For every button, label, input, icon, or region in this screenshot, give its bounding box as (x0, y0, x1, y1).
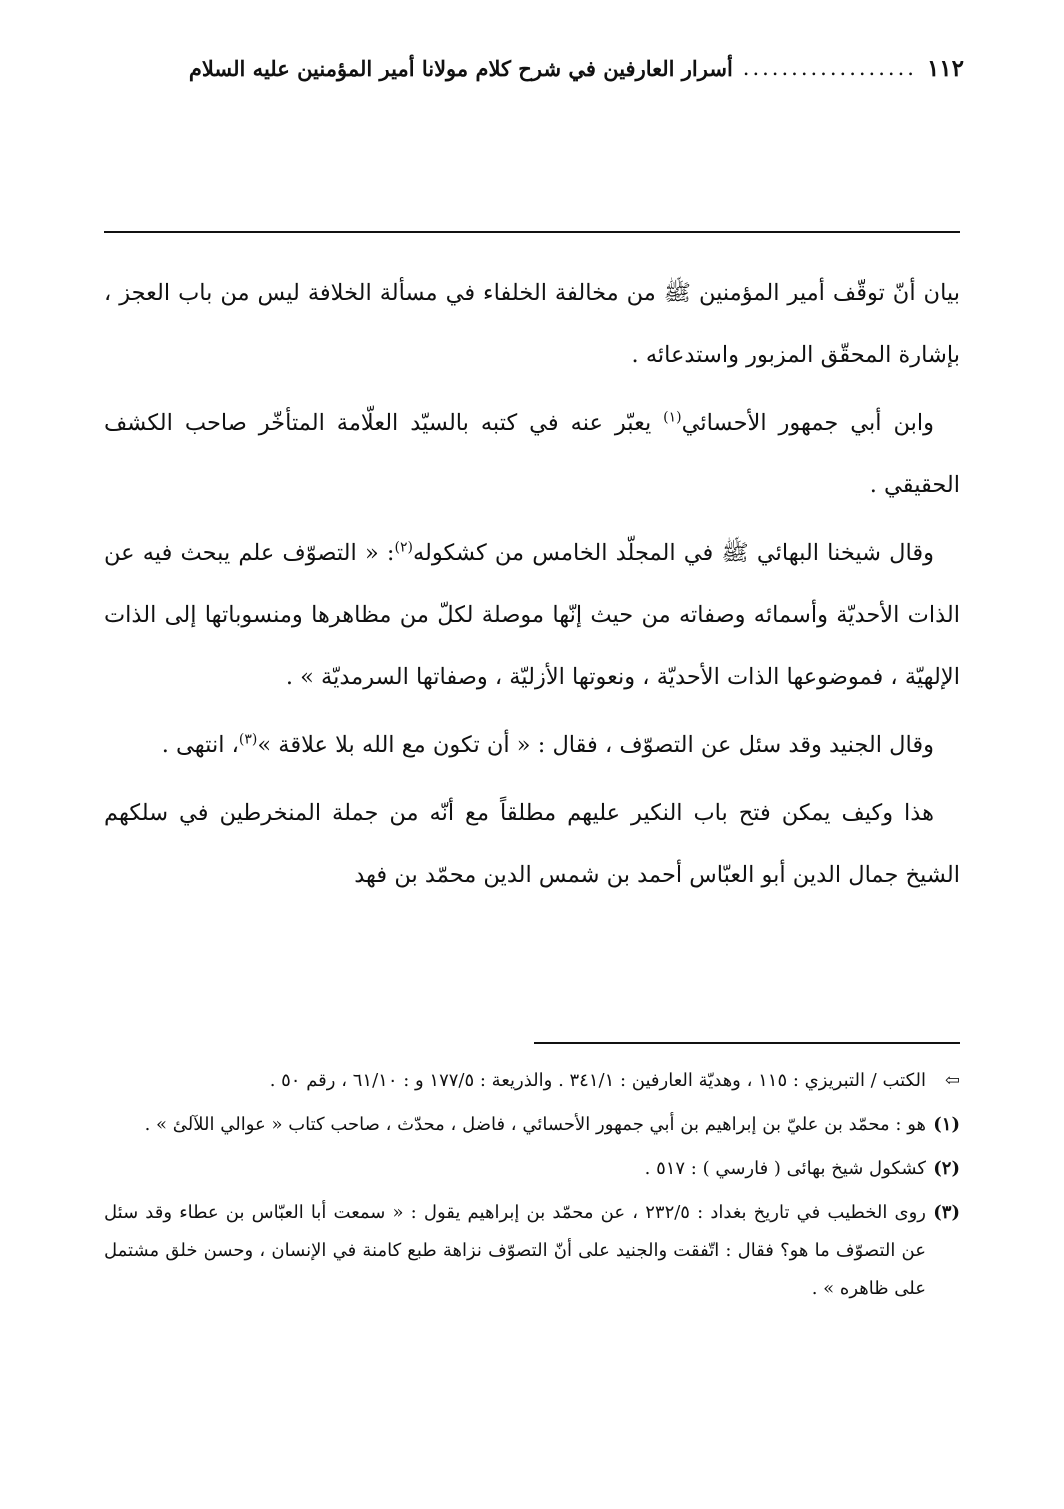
paragraph-4-text-b: ، انتهى . (161, 732, 239, 758)
paragraph-4 (104, 714, 960, 776)
footnote-marker: (١) (933, 1114, 960, 1135)
footnote-marker: (٣) (933, 1202, 960, 1223)
footnote-ref-1: (١) (663, 409, 682, 426)
paragraph-2 (104, 392, 960, 516)
footnote-3 (104, 1194, 960, 1308)
running-title: أسرار العارفين في شرح كلام مولانا أمير المؤمنين عليه السلام (188, 55, 733, 81)
paragraph-4-text-a: وقال الجنيد وقد سئل عن التصوّف ، فقال : « أن تكون مع الله بلا علاقة » (257, 732, 934, 758)
footnote-marker: (٢) (933, 1158, 960, 1179)
paragraph-5: هذا وكيف يمكن فتح باب النكير عليهم مطلقاً مع أنّه من جملة المنخرطين في سلكهم الشيخ جمال الدين أبو العبّاس أحمد بن شمس الدين محمّد بن فهد (104, 800, 960, 888)
footnote-ref-2: (٢) (394, 539, 413, 556)
footnotes (104, 1062, 960, 1314)
footnote-text: كشكول شيخ بهائى ( فارسي ) : ٥١٧ . (644, 1158, 926, 1179)
header-rule (104, 231, 960, 233)
leader-dots: .................. (742, 56, 917, 80)
footnote-1 (104, 1106, 960, 1144)
footnote-2 (104, 1150, 960, 1188)
paragraph-1: بيان أنّ توقّف أمير المؤمنين ﷺ من مخالفة الخلفاء في مسألة الخلافة ليس من باب العجز ، بإشارة المحقّق المزبور واستدعائه . (104, 280, 960, 368)
paragraph-2-text-a: وابن أبي جمهور الأحسائي (681, 410, 934, 436)
paragraph-3-text-b: : « التصوّف علم يبحث فيه عن الذات الأحديّة وأسمائه وصفاته من حيث إنّها موصلة لكلّ من مظاهرها ومنسوباتها إلى الذات الإلهيّة ، فموضوعها الذات الأحديّة ، ونعوتها الأزليّة ، وصفاتها السرمديّة » . (104, 540, 960, 690)
body-text (104, 262, 960, 912)
footnote-ref-3: (٣) (238, 731, 258, 748)
footnote-text: الكتب / التبريزي : ١١٥ ، وهديّة العارفين : ٣٤١/١ . والذريعة : ١٧٧/٥ و : ٦١/١٠ ، رقم ٥٠ . (269, 1070, 926, 1091)
paragraph-2-text-b: يعبّر عنه في كتبه بالسيّد العلّامة المتأخّر صاحب الكشف الحقيقي . (104, 410, 960, 498)
footnote-text: هو : محمّد بن عليّ بن إبراهيم بن أبي جمهور الأحسائي ، فاضل ، محدّث ، صاحب كتاب « عوالي اللآلئ » . (144, 1114, 926, 1135)
paragraph-3 (104, 522, 960, 708)
footnote-text: روى الخطيب في تاريخ بغداد : ٢٣٢/٥ ، عن محمّد بن إبراهيم يقول : « سمعت أبا العبّاس بن عطاء وقد سئل عن التصوّف ما هو؟ فقال : اتّفقت والجنيد على أنّ التصوّف نزاهة طبع كامنة في الإنسان ، وحسن خلق مشتمل على ظاهره » . (104, 1202, 926, 1299)
continuation-arrow-icon: ⇦ (944, 1070, 960, 1091)
paragraph-3-text-a: وقال شيخنا البهائي ﷺ في المجلّد الخامس من كشكوله (412, 540, 935, 566)
running-header (100, 48, 964, 88)
footnote-separator (534, 1042, 960, 1044)
page-number: ١١٢ (926, 54, 964, 82)
footnote-continued (104, 1062, 960, 1100)
